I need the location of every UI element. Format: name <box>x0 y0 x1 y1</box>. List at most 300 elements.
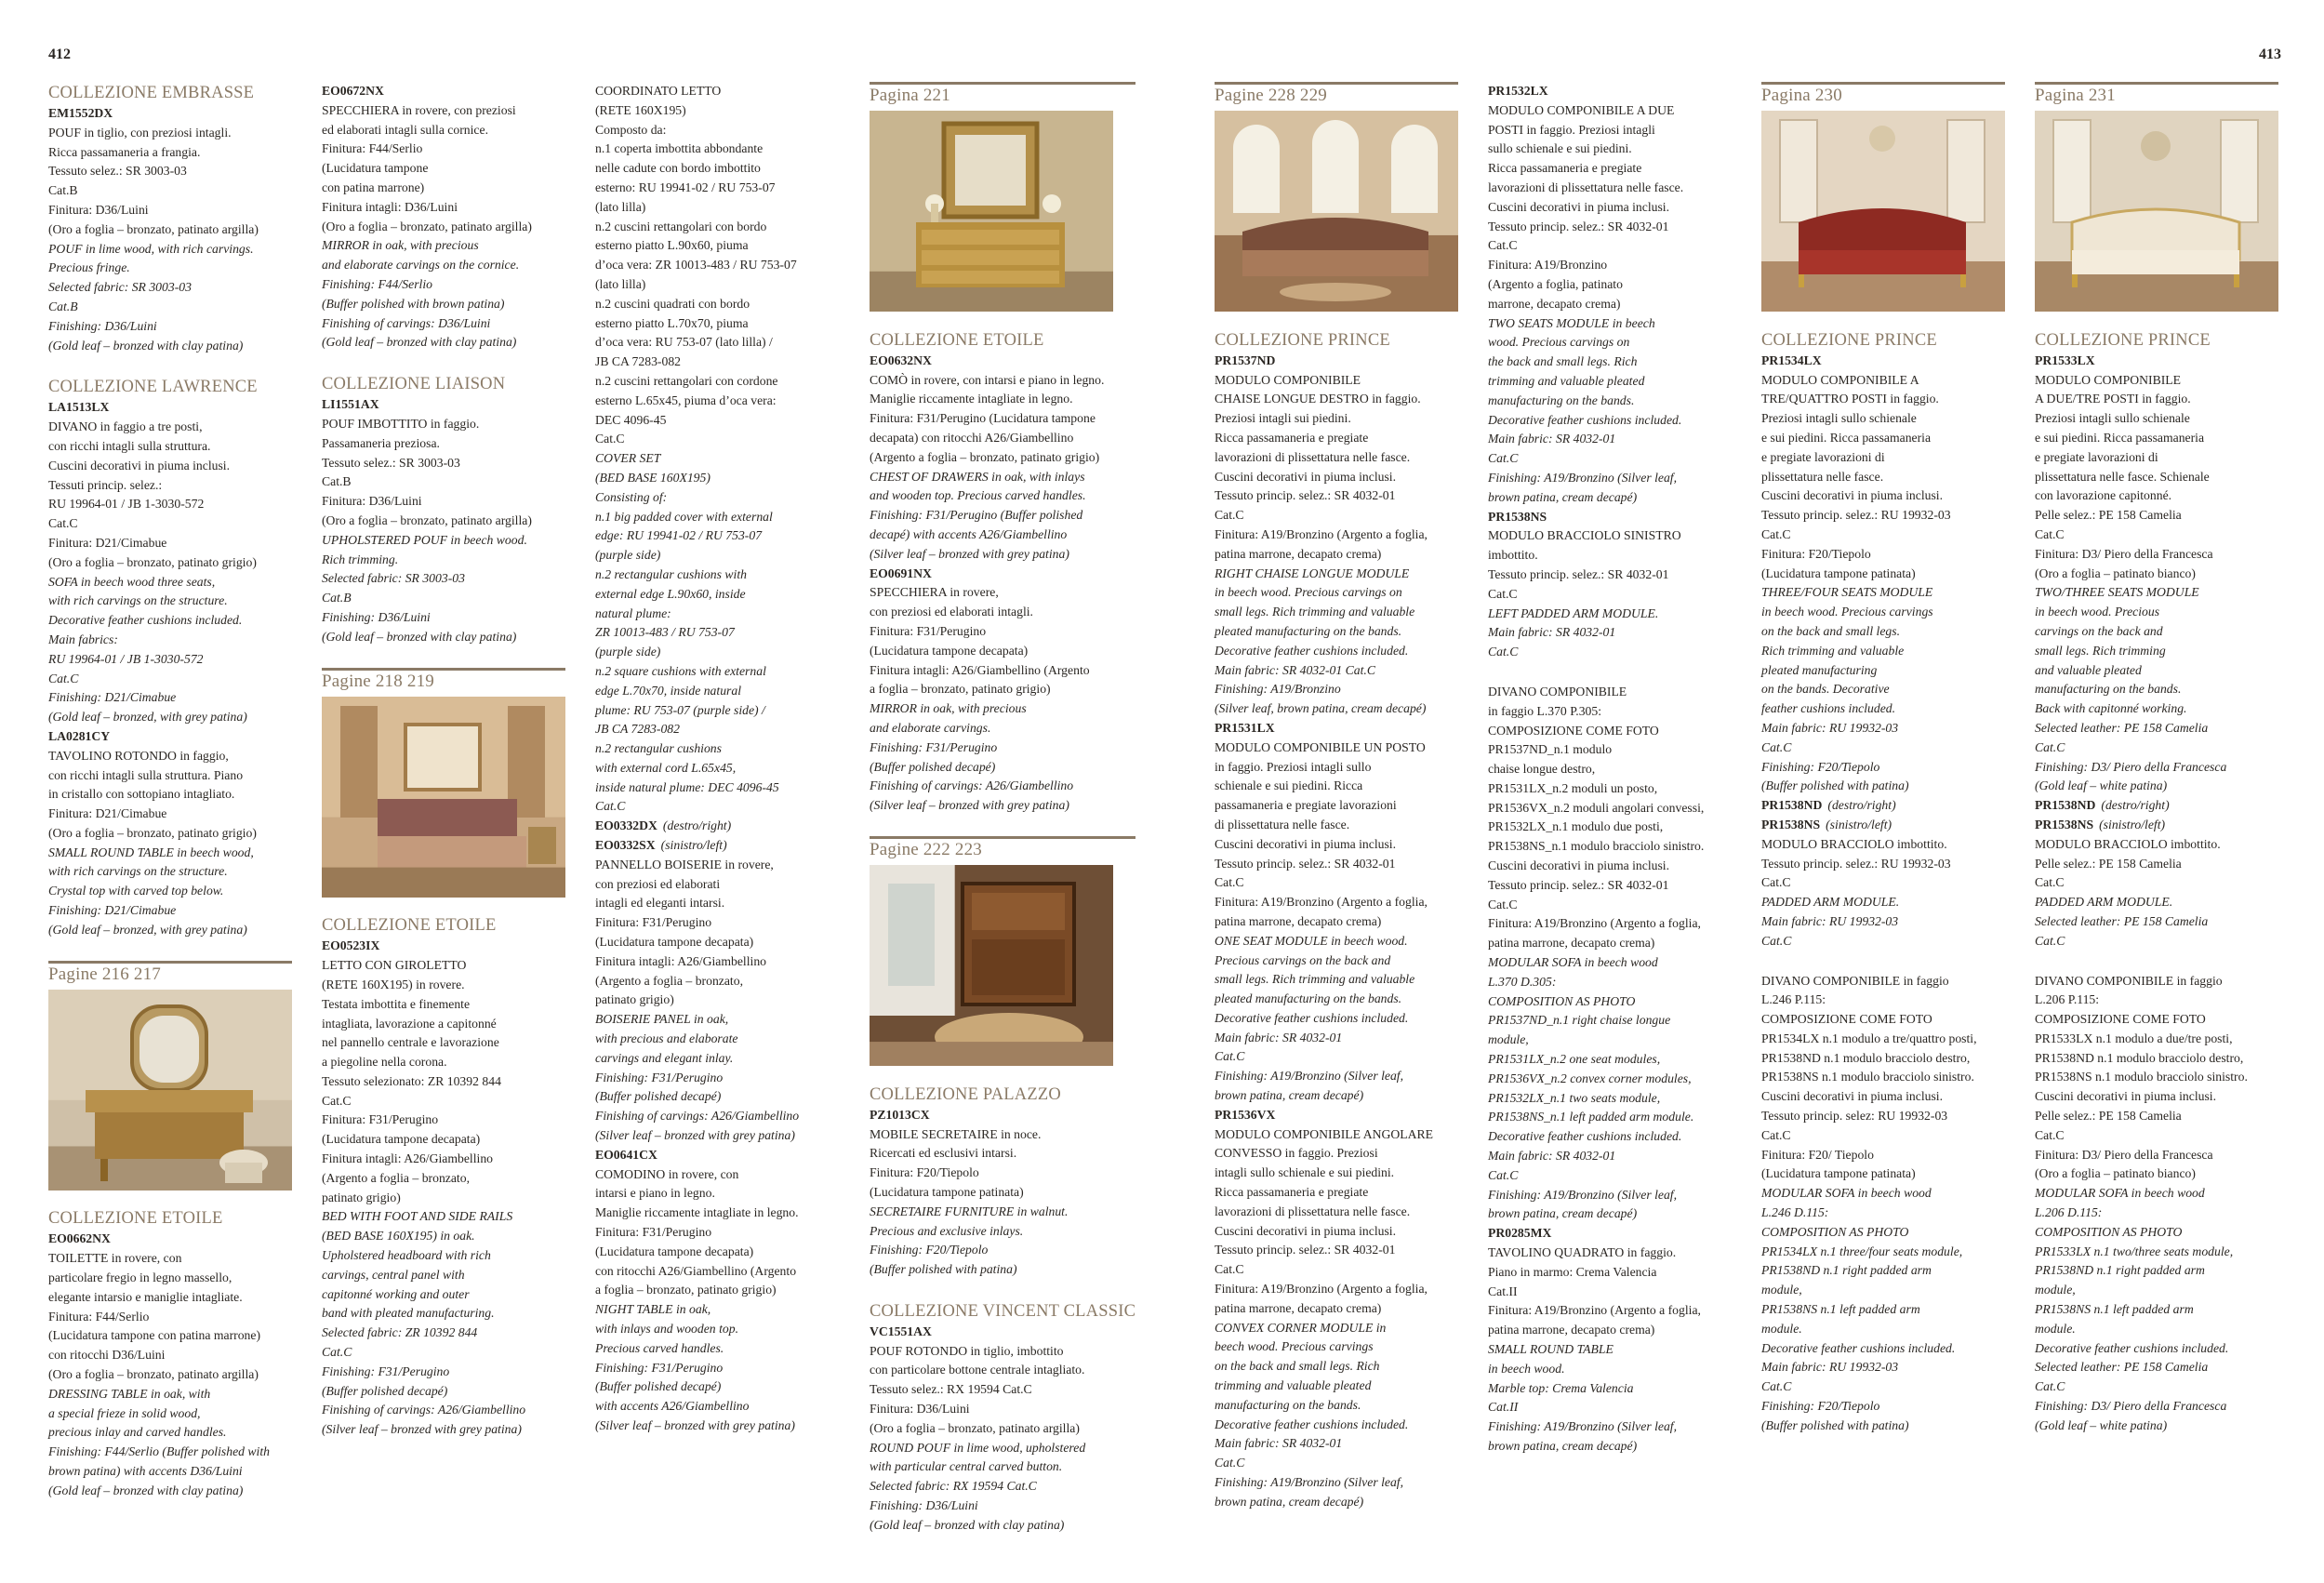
italian-description-line: DIVANO COMPONIBILE in faggio <box>1761 973 1949 988</box>
italian-description-line: (Argento a foglia, patinato <box>1488 276 1623 291</box>
italian-description-line: Finitura: F20/ Tiepolo <box>1761 1147 1874 1162</box>
english-description-line: with rich carvings on the structure. <box>48 864 228 879</box>
english-description-line: MODULAR SOFA in beech wood <box>1488 955 1658 970</box>
english-description-line: MODULAR SOFA in beech wood <box>2035 1186 2205 1201</box>
english-description-line: Main fabrics: <box>48 632 118 646</box>
italian-description-line: Finitura: F31/Perugino <box>595 1225 712 1240</box>
italian-description-line: Finitura: A19/Bronzino (Argento a foglia, <box>1215 526 1428 541</box>
italian-description-line: esterno piatto L.90x60, piuma <box>595 238 749 253</box>
product-code <box>48 104 292 124</box>
english-description-line: Cat.C <box>1761 739 1792 754</box>
photo-red-sofa-room <box>1761 111 2005 318</box>
italian-description-line: intagli ed eleganti intarsi. <box>595 896 725 911</box>
italian-description-line: Tessuto princip. selez.: RU 19932-03 <box>1761 508 1951 523</box>
italian-description-line: patinato grigio) <box>322 1190 401 1204</box>
product-side-note: (sinistro/left) <box>2099 817 2166 831</box>
italian-description-line: esterno: RU 19941-02 / RU 753-07 <box>595 180 776 194</box>
column-2 <box>322 82 565 1440</box>
english-description-line: with accents A26/Giambellino <box>595 1399 750 1414</box>
product-code-value: LA1513LX <box>48 400 110 415</box>
english-description-line: COVER SET <box>595 451 661 466</box>
italian-description-line: (Oro a foglia – bronzato, patinato argilla) <box>322 219 532 233</box>
english-description-line: (Buffer polished decapé) <box>870 759 996 774</box>
italian-description-line: Tessuto princip. selez.: SR 4032-01 <box>1215 488 1396 503</box>
english-description-line: manufacturing on the bands. <box>2035 682 2182 697</box>
italian-description-line: Tessuto selez.: SR 3003-03 <box>322 455 460 470</box>
english-description-line: brown patina, cream decapé) <box>1215 1494 1364 1509</box>
product-code <box>2035 352 2278 371</box>
italian-description-line: Finitura: D3/ Piero della Francesca <box>2035 1147 2213 1162</box>
italian-description-line: n.2 cuscini quadrati con bordo <box>595 296 750 311</box>
english-description-line: brown patina, cream decapé) <box>1215 1088 1364 1103</box>
english-description-line: SMALL ROUND TABLE in beech wood, <box>48 845 254 859</box>
italian-description-line: PR1531LX_n.2 moduli un posto, <box>1488 780 1658 795</box>
italian-description-line: COMPOSIZIONE COME FOTO <box>1488 723 1659 738</box>
english-description-line: Cat.II <box>1488 1400 1519 1415</box>
italian-description-line: patina marrone, decapato crema) <box>1215 913 1382 928</box>
italian-description-line: Cuscini decorativi in piuma inclusi. <box>1215 836 1397 851</box>
english-description-line: n.2 rectangular cushions <box>595 741 722 756</box>
italian-description-line: in faggio. Preziosi intagli sullo <box>1215 759 1372 774</box>
italian-description-line: Cat.C <box>1215 508 1244 523</box>
column-4 <box>870 82 1135 1536</box>
photo-chest-and-mirror <box>870 111 1135 318</box>
italian-description-line: PR1536VX_n.2 moduli angolari convessi, <box>1488 800 1705 815</box>
english-description-line: Cat.C <box>2035 933 2065 948</box>
english-description-line: Finishing: D36/Luini <box>870 1498 978 1513</box>
italian-description-line: Cat.C <box>2035 1127 2065 1142</box>
english-description-line: (Silver leaf – bronzed with grey patina) <box>870 798 1069 813</box>
english-description-line: Finishing: F31/Perugino <box>595 1360 724 1375</box>
english-description-line: CHEST OF DRAWERS in oak, with inlays <box>870 469 1085 484</box>
english-description-line: TWO SEATS MODULE in beech <box>1488 315 1655 330</box>
collection-heading: COLLEZIONE PRINCE <box>2035 330 2211 350</box>
english-description-line: on the back and small legs. <box>1761 623 1901 638</box>
italian-description-line: RU 19964-01 / JB 1-3030-572 <box>48 497 205 512</box>
product-code-value: PR0285MX <box>1488 1226 1552 1241</box>
product-code-value: PR1534LX <box>1761 353 1822 367</box>
italian-description-line: MODULO COMPONIBILE ANGOLARE <box>1215 1126 1433 1141</box>
english-description-line: Finishing: A19/Bronzino (Silver leaf, <box>1488 1187 1678 1202</box>
english-description-line: (Silver leaf – bronzed with grey patina) <box>595 1128 795 1143</box>
english-description-line: Decorative feather cushions included. <box>1215 643 1409 658</box>
page-number-right: 413 <box>2259 47 2281 62</box>
english-description-line: L.370 D.305: <box>1488 974 1557 989</box>
english-description-line: brown patina, cream decapé) <box>1488 1438 1638 1453</box>
english-description-line: BED WITH FOOT AND SIDE RAILS <box>322 1209 513 1224</box>
english-description-line: with inlays and wooden top. <box>595 1322 738 1336</box>
page-number-left: 412 <box>48 47 71 62</box>
english-description-line: COMPOSITION AS PHOTO <box>2035 1224 2183 1239</box>
english-description-line: (Buffer polished decapé) <box>595 1089 722 1104</box>
english-description-line: Decorative feather cushions included. <box>1761 1340 1956 1355</box>
italian-description-line: patinato grigio) <box>595 992 674 1007</box>
italian-description-line: (Oro a foglia – patinato bianco) <box>2035 1166 2196 1181</box>
english-description-line: (Gold leaf – bronzed, with grey patina) <box>48 922 247 937</box>
english-description-line: carvings, central panel with <box>322 1267 465 1282</box>
product-code <box>1761 816 2005 835</box>
italian-description-line: a foglia – bronzato, patinato grigio) <box>870 682 1051 697</box>
italian-description-line: nelle cadute con bordo imbottito <box>595 161 761 176</box>
english-description-line: n.2 rectangular cushions with <box>595 566 747 581</box>
italian-description-line: (Lucidatura tampone patinata) <box>1761 565 1916 580</box>
english-description-line: (BED BASE 160X195) in oak. <box>322 1229 475 1244</box>
product-code <box>1215 1106 1458 1125</box>
english-description-line: PR1532LX_n.1 two seats module, <box>1488 1090 1661 1105</box>
product-code <box>1761 352 2005 371</box>
italian-description-line: Maniglie riccamente intagliate in legno. <box>595 1205 799 1220</box>
italian-description-line: Finitura: D36/Luini <box>48 202 149 217</box>
italian-description-line: PANNELLO BOISERIE in rovere, <box>595 857 774 871</box>
product-side-note: (destro/right) <box>1827 798 1896 813</box>
italian-description-line: PR1533LX n.1 modulo a due/tre posti, <box>2035 1031 2233 1045</box>
english-description-line: Finishing of carvings: A26/Giambellino <box>322 1403 526 1417</box>
english-description-line: Marble top: Crema Valencia <box>1488 1380 1634 1395</box>
english-description-line: and wooden top. Precious carved handles. <box>870 488 1086 503</box>
collection-heading: COLLEZIONE ETOILE <box>870 330 1044 350</box>
italian-description-line: Tessuto princip. selez.: SR 4032-01 <box>1488 219 1669 233</box>
english-description-line: with precious and elaborate <box>595 1031 738 1046</box>
english-description-line: module, <box>2035 1283 2076 1297</box>
english-description-line: PR1537ND_n.1 right chaise longue <box>1488 1013 1671 1028</box>
english-description-line: (Buffer polished with patina) <box>1761 1417 1909 1432</box>
english-description-line: Precious carvings on the back and <box>1215 952 1391 967</box>
italian-description-line: COMPOSIZIONE COME FOTO <box>2035 1012 2206 1027</box>
english-description-line: Selected leather: PE 158 Camelia <box>2035 720 2209 735</box>
italian-description-line: POSTI in faggio. Preziosi intagli <box>1488 122 1655 137</box>
italian-description-line: Tessuto princip. selez: RU 19932-03 <box>1761 1109 1948 1124</box>
english-description-line: POUF in lime wood, with rich carvings. <box>48 241 254 256</box>
italian-description-line: Tessuto princip. selez.: SR 4032-01 <box>1488 877 1669 892</box>
product-side-note: (sinistro/left) <box>1826 817 1892 831</box>
italian-description-line: MODULO COMPONIBILE UN POSTO <box>1215 739 1426 754</box>
product-code-value: PR1538ND <box>2035 798 2096 813</box>
italian-description-line: PR1534LX n.1 modulo a tre/quattro posti, <box>1761 1031 1977 1045</box>
english-description-line: Cat.C <box>1761 1379 1792 1394</box>
photo-white-sofa-room <box>2035 111 2278 318</box>
italian-description-line: patina marrone, decapato crema) <box>1215 1300 1382 1315</box>
italian-description-line: d’oca vera: RU 753-07 (lato lilla) / <box>595 335 773 350</box>
english-description-line: Finishing: F44/Serlio (Buffer polished with <box>48 1444 270 1459</box>
italian-description-line: in faggio L.370 P.305: <box>1488 703 1602 718</box>
italian-description-line: Cuscini decorativi in piuma inclusi. <box>48 458 231 472</box>
english-description-line: (Gold leaf – white patina) <box>2035 1417 2168 1432</box>
english-description-line: Back with capitonné working. <box>2035 701 2187 716</box>
italian-description-line: Composto da: <box>595 122 667 137</box>
english-description-line: LEFT PADDED ARM MODULE. <box>1488 605 1659 620</box>
product-code <box>1488 1224 1704 1244</box>
italian-description-line: Cat.C <box>322 1093 352 1108</box>
italian-description-line: (Oro a foglia – bronzato, patinato argilla) <box>870 1420 1080 1435</box>
italian-description-line: con lavorazione capitonné. <box>2035 488 2172 503</box>
english-description-line: decapé) with accents A26/Giambellino <box>870 526 1068 541</box>
english-description-line: Cat.C <box>2035 1379 2065 1394</box>
product-code <box>322 395 565 415</box>
italian-description-line: (Oro a foglia – bronzato, patinato argilla) <box>48 221 259 236</box>
english-description-line: Finishing: D3/ Piero della Francesca <box>2035 1399 2227 1414</box>
english-description-line: Finishing of carvings: A26/Giambellino <box>595 1109 800 1124</box>
italian-description-line: PR1538NS_n.1 modulo bracciolo sinistro. <box>1488 839 1705 854</box>
italian-description-line: Cuscini decorativi in piuma inclusi. <box>1761 1089 1944 1104</box>
english-description-line: (Gold leaf – bronzed with clay patina) <box>322 629 517 644</box>
english-description-line: (purple side) <box>595 645 661 659</box>
english-description-line: pleated manufacturing <box>1761 662 1878 677</box>
italian-description-line: (Oro a foglia – patinato bianco) <box>2035 565 2196 580</box>
product-code-value: EO0332SX <box>595 838 656 853</box>
italian-description-line: patina marrone, decapato crema) <box>1215 546 1382 561</box>
product-code <box>870 352 1135 371</box>
italian-description-line: MODULO BRACCIOLO imbottito. <box>1761 836 1947 851</box>
english-description-line: DRESSING TABLE in oak, with <box>48 1386 211 1401</box>
italian-description-line: ed elaborati intagli sulla cornice. <box>322 122 489 137</box>
italian-description-line: COMPOSIZIONE COME FOTO <box>1761 1012 1932 1027</box>
english-description-line: JB CA 7283-082 <box>595 722 680 737</box>
italian-description-line: MODULO COMPONIBILE A <box>1761 372 1919 387</box>
product-code <box>870 1106 1135 1125</box>
italian-description-line: MODULO COMPONIBILE <box>2035 372 2182 387</box>
italian-description-line: DIVANO COMPONIBILE in faggio <box>2035 973 2223 988</box>
italian-description-line: Cat.C <box>2035 875 2065 890</box>
english-description-line: Decorative feather cushions included. <box>1488 412 1682 427</box>
italian-description-line: Pelle selez.: PE 158 Camelia <box>2035 1109 2182 1124</box>
english-description-line: SMALL ROUND TABLE <box>1488 1342 1614 1356</box>
italian-description-line: con ritocchi D36/Luini <box>48 1348 166 1363</box>
english-description-line: PR1538ND n.1 right padded arm <box>1761 1263 1932 1278</box>
product-code-value: EO0332DX <box>595 818 657 833</box>
english-description-line: MIRROR in oak, with precious <box>322 238 479 253</box>
english-description-line: (BED BASE 160X195) <box>595 470 710 485</box>
italian-description-line: Cat.C <box>1488 586 1518 601</box>
italian-description-line: PR1538ND n.1 modulo bracciolo destro, <box>1761 1050 1971 1065</box>
product-code-value: PR1538NS <box>1488 509 1547 524</box>
english-description-line: Cat.C <box>1215 1049 1245 1064</box>
english-description-line: Consisting of: <box>595 489 668 504</box>
italian-description-line: (Lucidatura tampone patinata) <box>870 1184 1024 1199</box>
italian-description-line: con ricchi intagli sulla struttura. Piano <box>48 767 244 782</box>
english-description-line: Cat.C <box>1488 645 1519 659</box>
product-code-value: PR1532LX <box>1488 84 1548 98</box>
product-code-value: EO0672NX <box>322 84 384 98</box>
italian-description-line: Cat.C <box>595 432 625 446</box>
english-description-line: in beech wood. Precious carvings <box>1761 605 1933 619</box>
english-description-line: Finishing: A19/Bronzino (Silver leaf, <box>1488 470 1678 485</box>
english-description-line: (Gold leaf – bronzed with clay patina) <box>48 338 244 353</box>
english-description-line: COMPOSITION AS PHOTO <box>1761 1224 1909 1239</box>
italian-description-line: Finitura: F20/Tiepolo <box>870 1165 979 1180</box>
product-code <box>595 817 799 836</box>
english-description-line: Cat.C <box>1215 1456 1245 1470</box>
italian-description-line: con ritocchi A26/Giambellino (Argento <box>595 1263 797 1278</box>
italian-description-line: Finitura intagli: A26/Giambellino (Argento <box>870 662 1090 677</box>
italian-description-line: Cat.C <box>48 516 78 531</box>
english-description-line: Cat.C <box>1761 933 1792 948</box>
page-reference-heading: Pagina 230 <box>1761 86 1842 105</box>
english-description-line: L.246 D.115: <box>1761 1205 1829 1220</box>
page-reference-heading: Pagine 222 223 <box>870 839 983 859</box>
english-description-line: carvings and elegant inlay. <box>595 1050 734 1065</box>
english-description-line: SOFA in beech wood three seats, <box>48 574 216 589</box>
collection-heading: COLLEZIONE LAWRENCE <box>48 378 258 397</box>
italian-description-line: Cuscini decorativi in piuma inclusi. <box>1488 858 1670 873</box>
italian-description-line: Preziosi intagli sullo schienale <box>2035 411 2190 426</box>
italian-description-line: Cat.C <box>1488 897 1518 911</box>
italian-description-line: schienale e sui piedini. Ricca <box>1215 778 1363 793</box>
italian-description-line: Finitura: A19/Bronzino (Argento a foglia, <box>1215 1282 1428 1297</box>
english-description-line: n.1 big padded cover with external <box>595 509 773 524</box>
italian-description-line: Cat.B <box>322 474 352 489</box>
collection-heading: COLLEZIONE VINCENT CLASSIC <box>870 1301 1136 1321</box>
italian-description-line: imbottito. <box>1488 548 1538 563</box>
english-description-line: Finishing: D36/Luini <box>48 318 157 333</box>
english-description-line: Main fabric: RU 19932-03 <box>1761 1360 1899 1375</box>
english-description-line: module, <box>1488 1032 1529 1047</box>
italian-description-line: con ricchi intagli sulla struttura. <box>48 438 211 453</box>
italian-description-line: esterno L.65x45, piuma d’oca vera: <box>595 392 777 407</box>
english-description-line: Finishing of carvings: A26/Giambellino <box>870 778 1074 793</box>
product-code-value: EO0632NX <box>870 353 932 367</box>
english-description-line: ZR 10013-483 / RU 753-07 <box>595 625 735 640</box>
english-description-line: (Gold leaf – bronzed with clay patina) <box>48 1483 244 1497</box>
english-description-line: Crystal top with carved top below. <box>48 884 224 898</box>
italian-description-line: Ricca passamaneria a frangia. <box>48 144 201 159</box>
english-description-line: Finishing: D21/Cimabue <box>48 903 177 918</box>
product-code-value: EO0691NX <box>870 565 932 580</box>
italian-description-line: e pregiate lavorazioni di <box>2035 449 2158 464</box>
italian-description-line: Cuscini decorativi in piuma inclusi. <box>1215 469 1397 484</box>
english-description-line: Cat.C <box>322 1345 352 1360</box>
italian-description-line: Finitura intagli: A26/Giambellino <box>595 953 767 968</box>
italian-description-line: patina marrone, decapato crema) <box>1488 936 1655 951</box>
english-description-line: MIRROR in oak, with precious <box>870 701 1027 716</box>
italian-description-line: (Oro a foglia – bronzato, patinato argilla) <box>322 512 532 527</box>
english-description-line: small legs. Rich trimming and valuable <box>1215 972 1415 987</box>
italian-description-line: (Lucidatura tampone <box>322 161 429 176</box>
italian-description-line: Ricca passamaneria e pregiate <box>1215 430 1369 445</box>
english-description-line: Finishing: A19/Bronzino (Silver leaf, <box>1215 1475 1404 1490</box>
english-description-line: (Buffer polished with brown patina) <box>322 296 505 311</box>
italian-description-line: con patina marrone) <box>322 180 425 194</box>
italian-description-line: Finitura: F31/Perugino <box>595 915 712 930</box>
column-6 <box>1488 82 1704 1457</box>
english-description-line: Cat.C <box>48 671 79 685</box>
english-description-line: brown patina, cream decapé) <box>1488 489 1638 504</box>
english-description-line: Finishing: F31/Perugino <box>870 739 998 754</box>
italian-description-line: L.246 P.115: <box>1761 992 1826 1007</box>
english-description-line: with particular central carved button. <box>870 1459 1063 1474</box>
product-code-value: PR1538ND <box>1761 798 1823 813</box>
italian-description-line: CHAISE LONGUE DESTRO in faggio. <box>1215 392 1421 406</box>
italian-description-line: Finitura: F20/Tiepolo <box>1761 546 1871 561</box>
english-description-line: TWO/THREE SEATS MODULE <box>2035 585 2199 600</box>
english-description-line: and elaborate carvings on the cornice. <box>322 258 520 273</box>
english-description-line: Main fabric: RU 19932-03 <box>1761 720 1899 735</box>
italian-description-line: (Argento a foglia – bronzato, <box>595 973 744 988</box>
product-code <box>2035 816 2278 835</box>
italian-description-line: in cristallo con sottopiano intagliato. <box>48 787 235 802</box>
italian-description-line: nel pannello centrale e lavorazione <box>322 1035 499 1050</box>
italian-description-line: (Oro a foglia – bronzato, patinato argilla) <box>48 1367 259 1382</box>
photo-secretaire <box>870 865 1135 1072</box>
collection-heading: COLLEZIONE EMBRASSE <box>48 84 255 102</box>
italian-description-line: Cuscini decorativi in piuma inclusi. <box>1761 488 1944 503</box>
italian-description-line: PR1538ND n.1 modulo bracciolo destro, <box>2035 1050 2244 1065</box>
italian-description-line: Cat.C <box>1215 875 1244 890</box>
english-description-line: ROUND POUF in lime wood, upholstered <box>870 1440 1086 1455</box>
italian-description-line: Preziosi intagli sui piedini. <box>1215 411 1351 426</box>
italian-description-line: PR1532LX_n.1 modulo due posti, <box>1488 819 1664 834</box>
italian-description-line: Tessuto princip. selez.: SR 4032-01 <box>1488 566 1669 581</box>
italian-description-line: Testata imbottita e finemente <box>322 996 471 1011</box>
english-description-line: brown patina, cream decapé) <box>1488 1206 1638 1221</box>
english-description-line: trimming and valuable pleated <box>1215 1378 1372 1393</box>
english-description-line: Decorative feather cushions included. <box>48 613 243 628</box>
italian-description-line: esterno piatto L.70x70, piuma <box>595 315 749 330</box>
english-description-line: (Silver leaf, brown patina, cream decapé) <box>1215 701 1427 716</box>
english-description-line: NIGHT TABLE in oak, <box>595 1302 711 1317</box>
italian-description-line: Finitura: F31/Perugino <box>322 1112 439 1127</box>
collection-heading: COLLEZIONE PALAZZO <box>870 1084 1061 1104</box>
italian-description-line: Tessuto selez.: SR 3003-03 <box>48 164 187 179</box>
photo-living-room-arches <box>1215 111 1458 318</box>
english-description-line: small legs. Rich trimming and valuable <box>1215 605 1415 619</box>
italian-description-line: intagliata, lavorazione a capitonné <box>322 1016 497 1031</box>
product-code-value: VC1551AX <box>870 1324 932 1338</box>
page-reference-heading: Pagina 221 <box>870 86 950 105</box>
italian-description-line: Cat.C <box>1761 875 1791 890</box>
english-description-line: (Silver leaf – bronzed with grey patina) <box>870 546 1069 561</box>
english-description-line: Finishing: F20/Tiepolo <box>870 1243 989 1257</box>
english-description-line: MODULAR SOFA in beech wood <box>1761 1186 1932 1201</box>
italian-description-line: Tessuto princip. selez.: SR 4032-01 <box>1215 856 1396 871</box>
photo-vanity-dresser <box>48 990 292 1197</box>
english-description-line: (Gold leaf – bronzed with clay patina) <box>322 335 517 350</box>
english-description-line: CONVEX CORNER MODULE in <box>1215 1320 1387 1335</box>
english-description-line: Finishing: A19/Bronzino <box>1215 682 1341 697</box>
english-description-line: edge: RU 19941-02 / RU 753-07 <box>595 528 763 543</box>
english-description-line: Finishing: F44/Serlio <box>322 276 432 291</box>
italian-description-line: Tessuto selezionato: ZR 10392 844 <box>322 1073 501 1088</box>
page-reference-heading: Pagine 216 217 <box>48 964 162 984</box>
italian-description-line: lavorazioni di plissettatura nelle fasce. <box>1215 449 1411 464</box>
italian-description-line: plissettatura nelle fasce. Schienale <box>2035 469 2210 484</box>
english-description-line: PR1534LX n.1 three/four seats module, <box>1761 1244 1963 1258</box>
product-code <box>322 82 565 101</box>
italian-description-line: Finitura: A19/Bronzino (Argento a foglia, <box>1215 895 1428 910</box>
italian-description-line: COMODINO in rovere, con <box>595 1166 739 1181</box>
italian-description-line: (RETE 160X195) in rovere. <box>322 977 465 991</box>
english-description-line: PR1538NS n.1 left padded arm <box>1761 1302 1920 1317</box>
italian-description-line: Ricca passamaneria e pregiate <box>1488 161 1642 176</box>
english-description-line: PR1536VX_n.2 convex corner modules, <box>1488 1071 1692 1085</box>
product-side-note: (destro/right) <box>2101 798 2170 813</box>
english-description-line: the back and small legs. Rich <box>1488 354 1638 369</box>
italian-description-line: MODULO COMPONIBILE A DUE <box>1488 102 1675 117</box>
english-description-line: RIGHT CHAISE LONGUE MODULE <box>1215 565 1410 580</box>
english-description-line: Cat.C <box>1488 1167 1519 1182</box>
english-description-line: PADDED ARM MODULE. <box>1761 895 1900 910</box>
italian-description-line: plissettatura nelle fasce. <box>1761 469 1884 484</box>
product-code <box>1215 719 1458 738</box>
product-code-value: LA0281CY <box>48 728 111 743</box>
english-description-line: (Silver leaf – bronzed with grey patina) <box>322 1422 522 1437</box>
italian-description-line: MODULO COMPONIBILE <box>1215 372 1361 387</box>
english-description-line: in beech wood. <box>1488 1361 1565 1376</box>
page-reference-heading: Pagine 228 229 <box>1215 86 1328 105</box>
english-description-line: Cat.C <box>1488 451 1519 466</box>
product-code <box>2035 796 2278 816</box>
italian-description-line: (Lucidatura tampone con patina marrone) <box>48 1328 261 1343</box>
italian-description-line: Pelle selez.: PE 158 Camelia <box>2035 856 2182 871</box>
